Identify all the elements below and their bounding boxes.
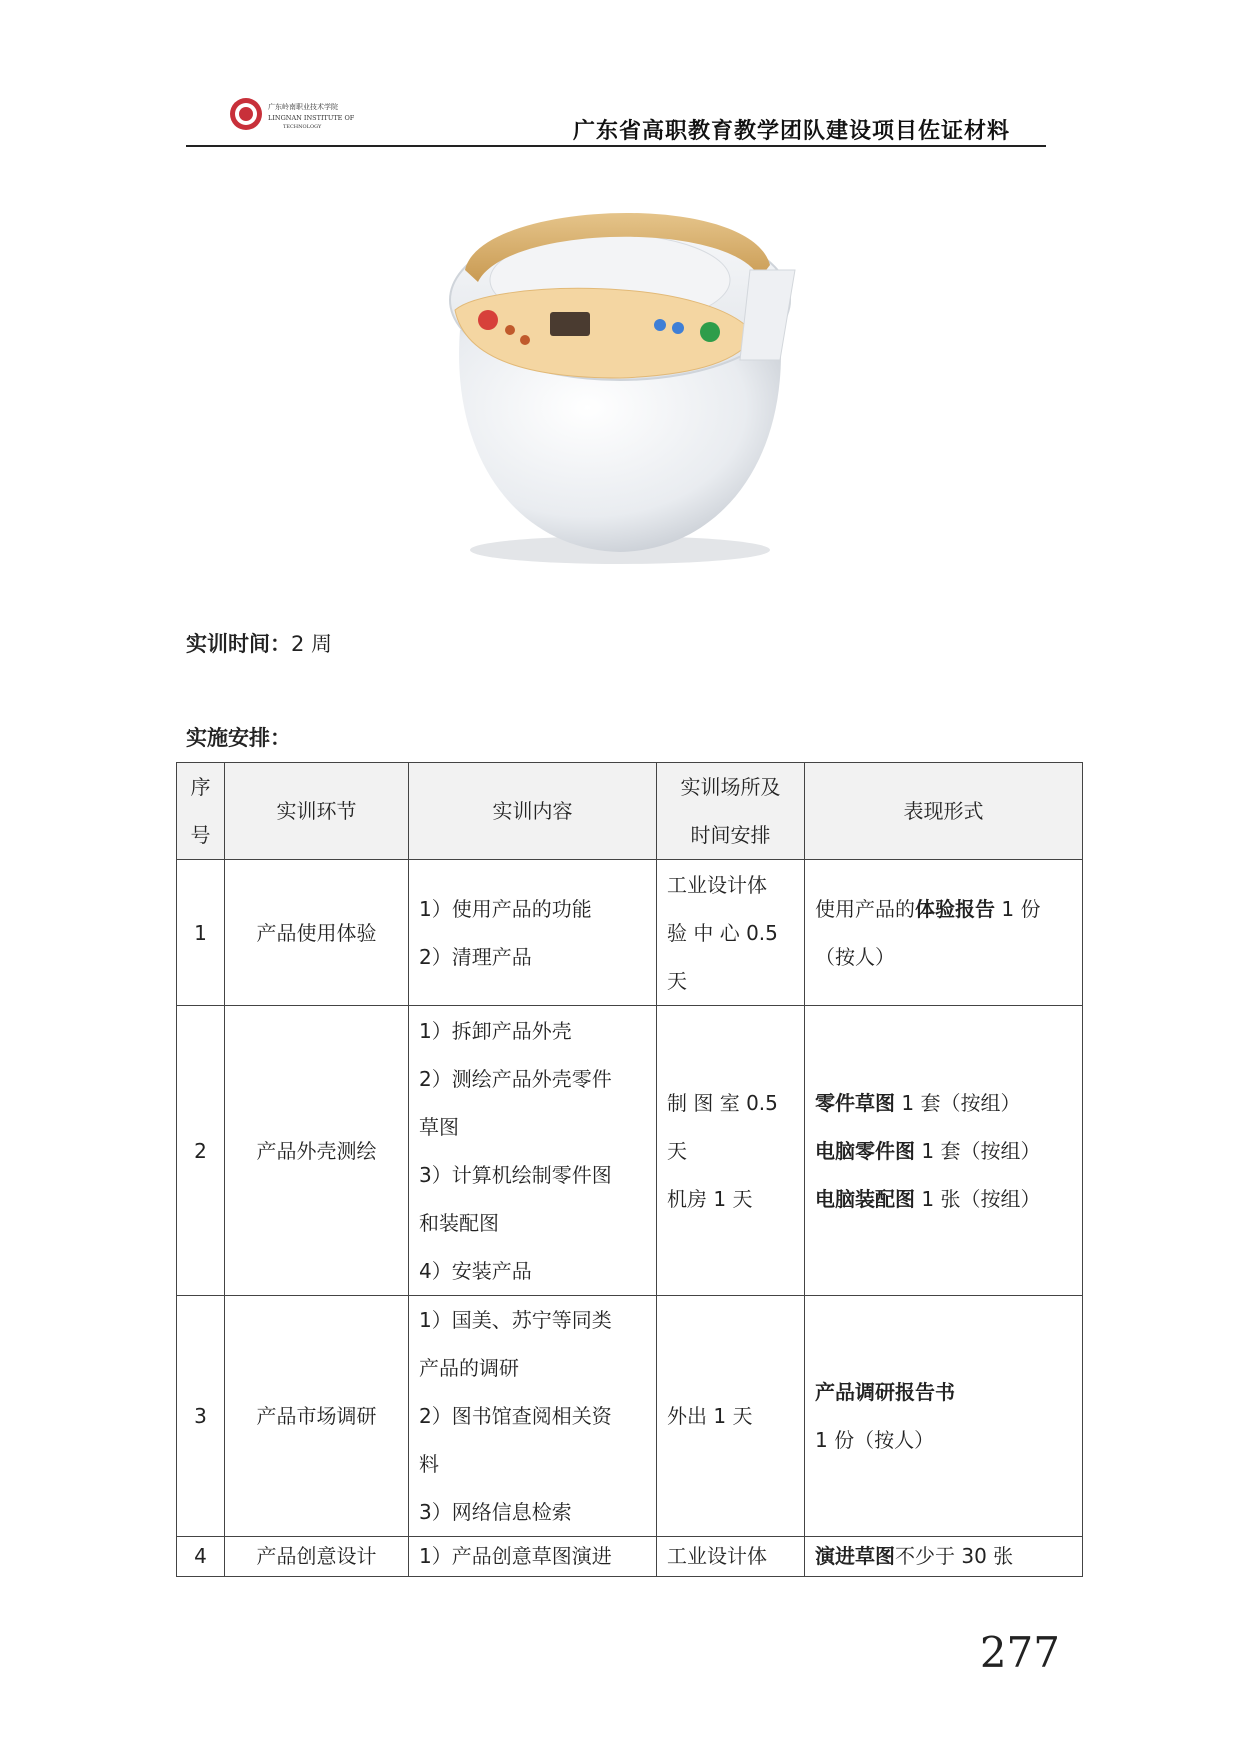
row-seq: 3 — [177, 1296, 225, 1537]
document-header-title: 广东省高职教育教学团队建设项目佐证材料 — [572, 119, 1010, 144]
svg-text:LINGNAN INSTITUTE OF: LINGNAN INSTITUTE OF — [268, 114, 355, 122]
row-place: 工业设计体 — [657, 1537, 805, 1577]
table-row — [177, 1296, 1083, 1537]
header-divider — [186, 145, 1046, 147]
row-content: 1）使用产品的功能 2）清理产品 — [409, 860, 657, 1006]
table-row — [177, 1006, 1083, 1296]
row-seq: 4 — [177, 1537, 225, 1577]
table-row — [177, 860, 1083, 1006]
header-seq: 序 号 — [177, 763, 225, 860]
row-form: 零件草图 1 套（按组） 电脑零件图 1 套（按组） 电脑装配图 1 张（按组） — [805, 1006, 1083, 1296]
arrangement-table — [176, 762, 1083, 1577]
row-stage: 产品创意设计 — [225, 1537, 409, 1577]
row-form: 演进草图不少于 30 张 — [805, 1537, 1083, 1577]
rice-cooker-image — [410, 160, 830, 580]
header-content: 实训内容 — [409, 763, 657, 860]
row-stage: 产品外壳测绘 — [225, 1006, 409, 1296]
row-form: 使用产品的体验报告 1 份（按人） — [805, 860, 1083, 1006]
row-seq: 1 — [177, 860, 225, 1006]
training-time — [186, 628, 332, 658]
svg-text:广东岭南职业技术学院: 广东岭南职业技术学院 — [268, 103, 338, 111]
row-stage: 产品市场调研 — [225, 1296, 409, 1537]
row-place: 外出 1 天 — [657, 1296, 805, 1537]
page-number: 277 — [979, 1628, 1060, 1677]
svg-text:TECHNOLOGY: TECHNOLOGY — [283, 124, 322, 130]
row-content: 1）拆卸产品外壳 2）测绘产品外壳零件 草图 3）计算机绘制零件图 和装配图 4）安装产品 — [409, 1006, 657, 1296]
row-content: 1）产品创意草图演进 — [409, 1537, 657, 1577]
training-time-value: 2 周 — [291, 632, 333, 656]
institute-logo — [228, 96, 376, 132]
row-content: 1）国美、苏宁等同类 产品的调研 2）图书馆查阅相关资 料 3）网络信息检索 — [409, 1296, 657, 1537]
row-stage: 产品使用体验 — [225, 860, 409, 1006]
row-form: 产品调研报告书 1 份（按人） — [805, 1296, 1083, 1537]
header-stage: 实训环节 — [225, 763, 409, 860]
training-time-label: 实训时间： — [186, 632, 291, 656]
arrangement-label: 实施安排： — [186, 726, 291, 750]
header-place: 实训场所及 时间安排 — [657, 763, 805, 860]
row-seq: 2 — [177, 1006, 225, 1296]
table-header-row — [177, 763, 1083, 860]
row-place: 制 图 室 0.5 天 机房 1 天 — [657, 1006, 805, 1296]
header-form: 表现形式 — [805, 763, 1083, 860]
arrangement-heading — [186, 722, 291, 752]
row-place: 工业设计体 验 中 心 0.5 天 — [657, 860, 805, 1006]
table-row — [177, 1537, 1083, 1577]
